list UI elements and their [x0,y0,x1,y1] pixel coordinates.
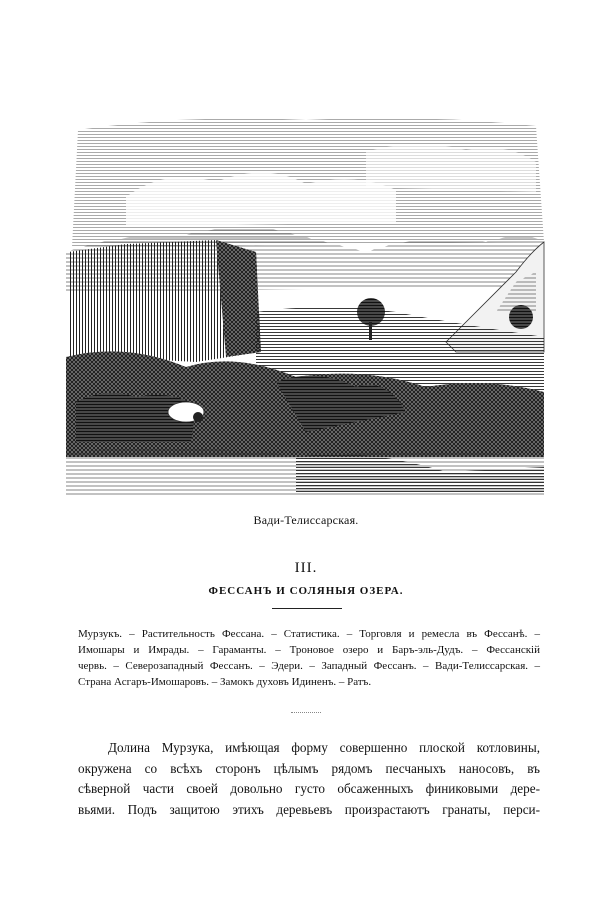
body-line: окружена со всѣхъ сторонъ цѣлымъ рядомъ песчаныхъ наносовъ, въ [78,760,540,776]
title-rule [272,608,342,609]
body-paragraph [78,738,540,820]
illustration-caption: Вади-Телиссарская. [253,513,359,527]
body-line: вьями. Подъ защитою этихъ деревьевъ произрастаютъ гранаты, перси- [78,801,540,817]
chapter-number: III. [294,560,318,576]
body-line: сѣверной части своей довольно густо обсаженныхъ финиковыми дере- [78,781,540,796]
section-ornament [291,712,321,715]
summary-line: Страна Асгаръ-Имошаровъ. – Замокъ духовъ Идиненъ. – Ратъ. [78,676,372,688]
tree [509,305,533,329]
summary-line: Мурзукъ. – Растительность Фессана. – Статистика. – Торговля и ремесла въ Фессанѣ. – [78,628,540,640]
chapter-title: ФЕССАНЪ И СОЛЯНЫЯ ОЗЕРА. [208,585,404,597]
chapter-summary [78,626,540,690]
summary-line: Имошары и Имрады. – Гараманты. – Троновое озеро и Баръ-эль-Дудъ. – Фессанскій [78,644,540,656]
tree [357,298,385,326]
summary-line: червь. – Северозападный Фессанъ. – Эдери. – Западный Фессанъ. – Вади-Телиссарская. – [78,660,540,672]
body-line: Долина Мурзука, имѣющая форму совершенно плоской котловины, [108,740,540,755]
engraving-illustration [66,112,548,497]
